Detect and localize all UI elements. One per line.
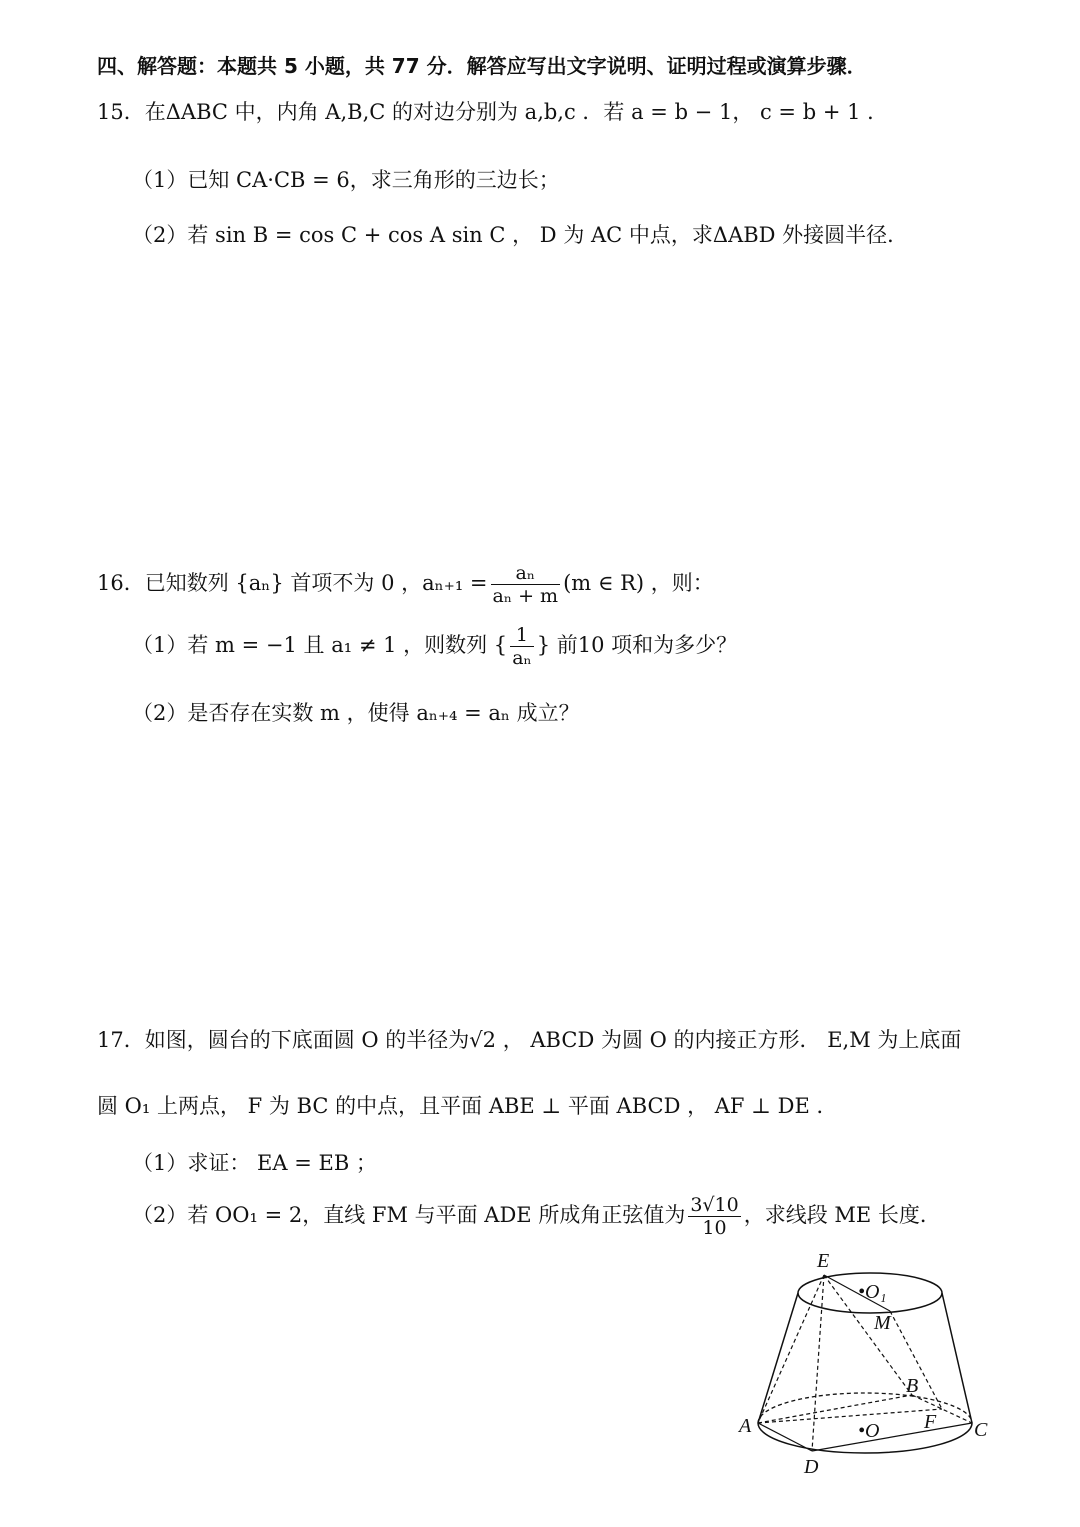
- q16-part2-label: （2）: [132, 701, 188, 725]
- q15-number: 15．: [97, 100, 145, 124]
- q17-line1-text: 如图，圆台的下底面圆 O 的半径为√2 ， ABCD 为圆 O 的内接正方形． E,M 为上底面: [144, 1028, 962, 1052]
- label-c: C: [974, 1419, 988, 1441]
- q16-part2: [132, 699, 580, 727]
- q15-stem-text: 在ΔABC 中，内角 A,B,C 的对边分别为 a,b,c ．若 a = b − 1， c = b + 1 ．: [144, 100, 889, 124]
- label-m: M: [874, 1312, 891, 1334]
- q16-stem: [97, 560, 714, 607]
- segment-ed: [812, 1275, 824, 1451]
- frustum-figure: [730, 1245, 1000, 1527]
- q17-part2-fraction: [688, 1194, 740, 1239]
- edge-cd: [812, 1423, 972, 1451]
- q16-fraction: [491, 562, 561, 607]
- label-d: D: [804, 1456, 819, 1478]
- q16-part1-fraction: [510, 624, 534, 669]
- q16-part1-post: } 前10 项和为多少？: [536, 633, 738, 657]
- segment-ea: [758, 1275, 824, 1423]
- q16-stem-post: (m ∈ R) ，则：: [563, 571, 714, 595]
- q17-part2-pre: 若 OO₁ = 2，直线 FM 与平面 ADE 所成角正弦值为: [187, 1203, 686, 1227]
- q17-part2-frac-den: 10: [702, 1217, 727, 1239]
- q17-part1-text: 求证： EA = EB ；: [187, 1151, 377, 1175]
- label-e: E: [817, 1250, 830, 1272]
- q16-part1-frac-den: aₙ: [512, 647, 532, 669]
- q15-part1-label: （1）: [132, 168, 188, 192]
- label-o: •O: [858, 1420, 880, 1442]
- q15-part1: [132, 166, 560, 194]
- q17-part1: [132, 1149, 377, 1177]
- edge-ab: [758, 1395, 912, 1423]
- q16-part2-text: 是否存在实数 m ，使得 aₙ₊₄ = aₙ 成立？: [187, 701, 580, 725]
- q15-part2-label: （2）: [132, 223, 188, 247]
- q17-part1-label: （1）: [132, 1151, 188, 1175]
- q16-number: 16．: [97, 571, 145, 595]
- left-generator: [758, 1293, 798, 1423]
- edge-da: [758, 1423, 812, 1451]
- q15-part2-text: 若 sin B = cos C + cos A sin C ， D 为 AC 中点，求ΔABD 外接圆半径．: [187, 223, 909, 247]
- label-b: B: [906, 1375, 919, 1397]
- q17-line1: [97, 1026, 961, 1054]
- q16-part1-label: （1）: [132, 633, 188, 657]
- q15-part1-text: 已知 CA·CB = 6，求三角形的三边长；: [187, 168, 560, 192]
- q15-part2: [132, 221, 908, 249]
- q16-part1: [132, 622, 737, 669]
- section-title: 四、解答题：本题共 5 小题，共 77 分．解答应写出文字说明、证明过程或演算步骤．: [97, 54, 867, 78]
- q17-number: 17．: [97, 1028, 145, 1052]
- q17-part2-frac-num: 3√10: [690, 1194, 739, 1216]
- q16-formula-lhs: aₙ₊₁ =: [422, 571, 488, 595]
- q16-part1-pre: 若 m = −1 且 a₁ ≠ 1 ，则数列 {: [187, 633, 508, 657]
- q16-stem-pre: 已知数列 {aₙ} 首项不为 0 ，: [144, 571, 423, 595]
- q15-stem: [97, 98, 888, 126]
- q16-frac-den: aₙ + m: [492, 585, 559, 607]
- q16-frac-num: aₙ: [491, 562, 561, 585]
- q17-part2-label: （2）: [132, 1203, 188, 1227]
- q17-part2: [132, 1192, 941, 1239]
- q17-line2: 圆 O₁ 上两点， F 为 BC 的中点，且平面 ABE ⊥ 平面 ABCD ， AF ⊥ DE ．: [97, 1094, 838, 1118]
- q17-part2-post: ，求线段 ME 长度．: [743, 1203, 941, 1227]
- label-f: F: [924, 1411, 937, 1433]
- segment-af: [758, 1409, 942, 1423]
- label-o1: •O₁: [858, 1281, 887, 1303]
- q16-part1-frac-num: 1: [510, 624, 534, 647]
- label-a: A: [739, 1415, 752, 1437]
